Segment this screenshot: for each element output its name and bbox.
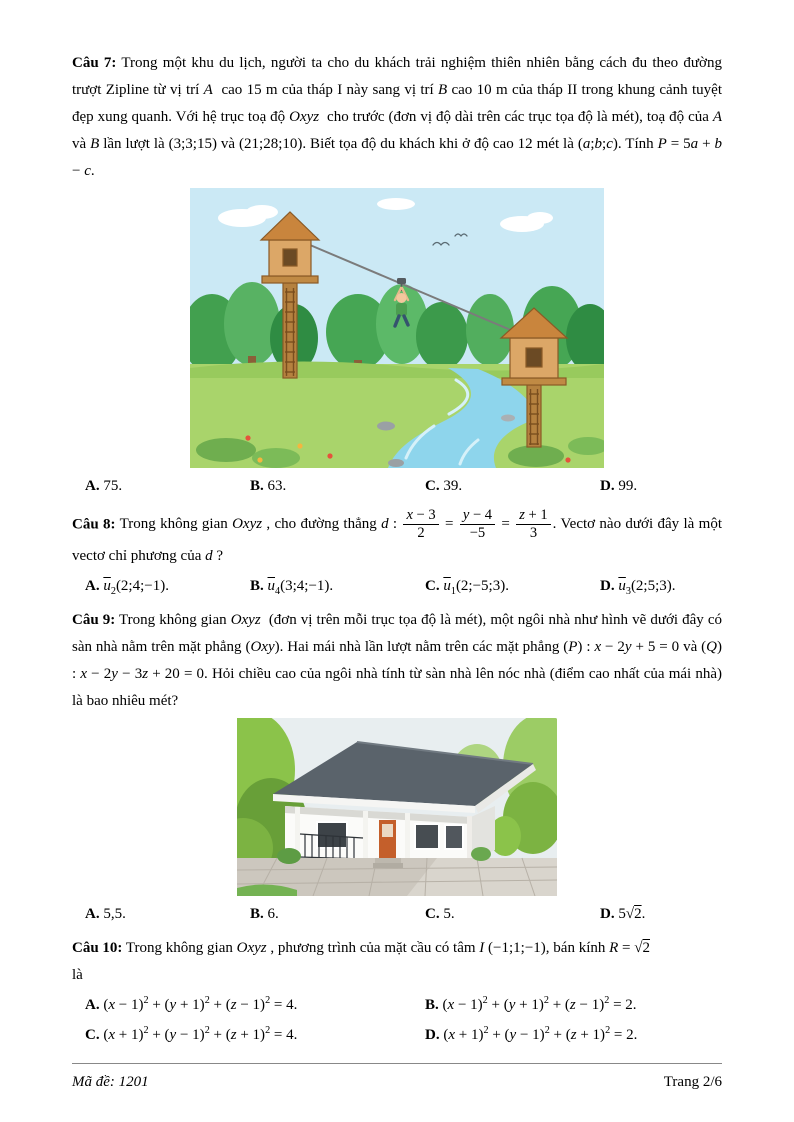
answer-text: $\overline{u}_1(2;-5;3)$. bbox=[443, 577, 509, 597]
answer-label: A. bbox=[85, 478, 100, 494]
q9-answer-c bbox=[425, 901, 600, 928]
question-9-answers bbox=[72, 901, 722, 928]
question-7-number: Câu 7: bbox=[72, 55, 117, 71]
answer-text: 5,5. bbox=[103, 905, 126, 922]
q9-answer-b bbox=[250, 901, 425, 928]
question-10-text bbox=[72, 935, 722, 989]
answer-text: 99. bbox=[618, 478, 638, 494]
answer-text: $(x - 1)^2 + (y + 1)^2 + (z - 1)^2 = 2$. bbox=[442, 994, 637, 1013]
question-block-7 bbox=[72, 50, 722, 507]
question-7-figure bbox=[72, 188, 722, 468]
answer-label: B. bbox=[250, 478, 264, 494]
question-block-10 bbox=[72, 935, 722, 1056]
answer-label: C. bbox=[425, 577, 440, 594]
answer-text: 5√2. bbox=[618, 905, 646, 922]
q7-answer-b bbox=[250, 473, 425, 500]
question-10-number: Câu 10: bbox=[72, 939, 123, 956]
question-7-answers bbox=[72, 473, 722, 500]
question-10-body: Trong không gian Oxyz , phương trình của mặt cầu có tâm I (−1;1;−1), bán kính R = √2 là bbox=[72, 939, 650, 983]
answer-label: C. bbox=[425, 905, 440, 922]
answer-label: B. bbox=[425, 996, 439, 1013]
q8-answer-c bbox=[425, 573, 600, 600]
answer-label: C. bbox=[425, 478, 440, 494]
question-8-answers bbox=[72, 573, 722, 600]
q9-answer-d bbox=[600, 901, 722, 928]
answer-text: 5. bbox=[443, 905, 455, 922]
question-8-body: Trong không gian Oxyz , cho đường thẳng d : $\frac{x - 3}{2}$ = $\frac{y - 4}{-5}$ = $\frac{z + 1}{3}$ . Vectơ nào dưới đây là một vectơ chỉ phương của d ? bbox=[72, 507, 722, 564]
answer-label: D. bbox=[600, 478, 615, 494]
answer-text: 63. bbox=[267, 478, 287, 494]
question-9-figure bbox=[72, 718, 722, 896]
q7-answer-a bbox=[85, 473, 250, 500]
answer-label: A. bbox=[85, 996, 100, 1013]
q9-answer-a bbox=[85, 901, 250, 928]
question-8-number: Câu 8: bbox=[72, 516, 116, 533]
q10-answer-a bbox=[85, 992, 425, 1019]
answer-text: $\overline{u}_2(2;4;-1)$. bbox=[103, 577, 169, 597]
question-10-answers bbox=[72, 992, 722, 1049]
answer-text: $\overline{u}_4(3;4;-1)$. bbox=[267, 577, 334, 597]
answer-label: A. bbox=[85, 577, 100, 594]
answer-text: $\overline{u}_3(2;5;3)$. bbox=[618, 577, 676, 597]
answer-text: $(x - 1)^2 + (y + 1)^2 + (z - 1)^2 = 4$. bbox=[103, 994, 298, 1013]
question-8-text bbox=[72, 507, 722, 570]
question-7-text bbox=[72, 50, 722, 185]
page-footer bbox=[72, 1063, 722, 1096]
q7-answer-c bbox=[425, 473, 600, 500]
question-9-text bbox=[72, 607, 722, 715]
answer-label: B. bbox=[250, 905, 264, 922]
question-block-9 bbox=[72, 607, 722, 935]
q7-answer-d bbox=[600, 473, 722, 500]
q8-answer-b bbox=[250, 573, 425, 600]
answer-text: 6. bbox=[267, 905, 279, 922]
q8-answer-a bbox=[85, 573, 250, 600]
answer-label: C. bbox=[85, 1026, 100, 1043]
q10-answer-d bbox=[425, 1022, 722, 1049]
answer-label: D. bbox=[600, 905, 615, 922]
answer-text: $(x + 1)^2 + (y - 1)^2 + (z + 1)^2 = 2$. bbox=[443, 1024, 638, 1043]
answer-text: 39. bbox=[443, 478, 463, 494]
answer-label: D. bbox=[425, 1026, 440, 1043]
q10-answer-c bbox=[85, 1022, 425, 1049]
q8-answer-d bbox=[600, 573, 722, 600]
question-9-number: Câu 9: bbox=[72, 611, 116, 628]
exam-code: Mã đề: 1201 bbox=[72, 1074, 149, 1090]
answer-label: D. bbox=[600, 577, 615, 594]
answer-text: $(x + 1)^2 + (y - 1)^2 + (z + 1)^2 = 4$. bbox=[103, 1024, 298, 1043]
answer-label: A. bbox=[85, 905, 100, 922]
q10-answer-b bbox=[425, 992, 722, 1019]
house-photo-illustration bbox=[237, 718, 557, 896]
question-7-body: Trong một khu du lịch, người ta cho du khách trải nghiệm thiên nhiên bằng cách đu theo đường trượt Zipline từ vị trí A cao 15 m của tháp I này sang vị trí B cao 10 m của tháp II trong khung cảnh tuyệt đẹp xung quanh. Với hệ trục toạ độ Oxyz cho trước (đơn vị độ dài trên các trục tọa độ là mét), toạ độ của A và B lần lượt là (3;3;15) và (21;28;10). Biết tọa độ du khách khi ở độ cao 12 mét là (a;b;c). Tính P = 5a + b − c. bbox=[72, 55, 723, 179]
page-number: Trang 2/6 bbox=[663, 1074, 722, 1090]
answer-label: B. bbox=[250, 577, 264, 594]
answer-text: 75. bbox=[103, 478, 123, 494]
question-block-8 bbox=[72, 507, 722, 607]
question-9-body: Trong không gian Oxyz (đơn vị trên mỗi trục tọa độ là mét), một ngôi nhà như hình vẽ dưới đây có sàn nhà nằm trên mặt phẳng (Oxy). Hai mái nhà lần lượt nằm trên các mặt phẳng (P) : x − 2y + 5 = 0 và (Q) : x − 2y − 3z + 20 = 0. Hỏi chiều cao của ngôi nhà tính từ sàn nhà lên nóc nhà (điểm cao nhất của mái nhà) là bao nhiêu mét? bbox=[72, 611, 723, 709]
zipline-illustration bbox=[190, 188, 604, 468]
